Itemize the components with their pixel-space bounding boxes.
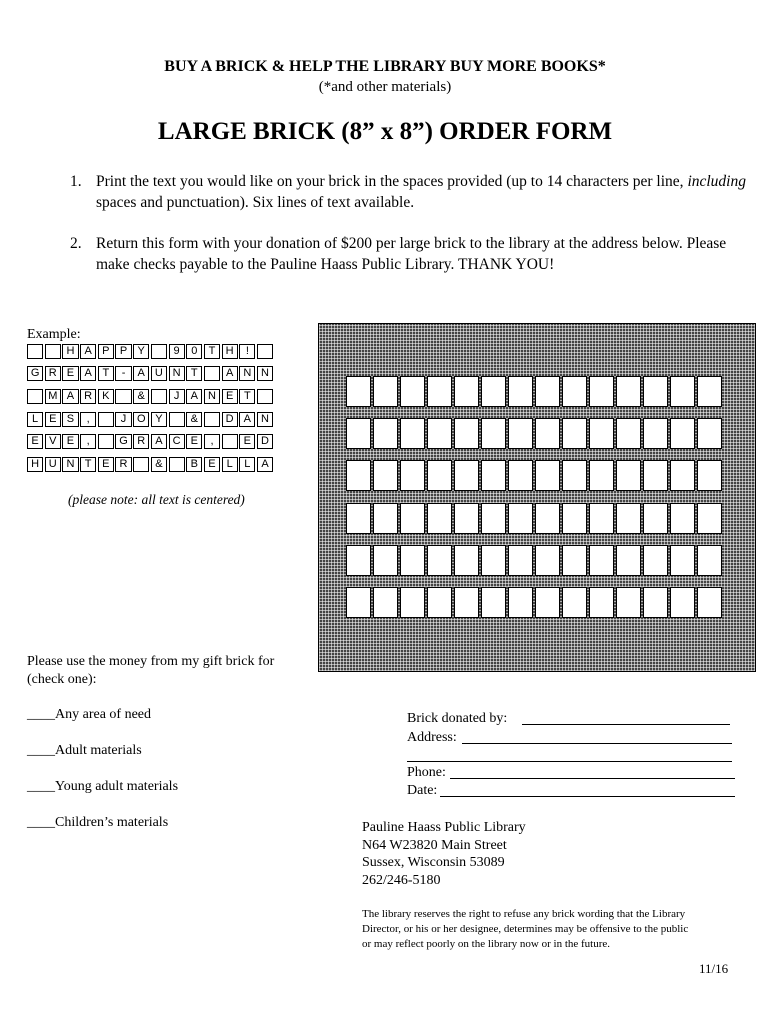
- brick-character-box[interactable]: [346, 587, 371, 618]
- brick-character-box[interactable]: [562, 418, 587, 449]
- brick-character-box[interactable]: [481, 418, 506, 449]
- phone-label: Phone:: [407, 765, 446, 780]
- example-cell: &: [133, 389, 149, 404]
- example-cell: A: [80, 344, 96, 359]
- header-title: BUY A BRICK & HELP THE LIBRARY BUY MORE BOOKS*: [164, 58, 606, 75]
- example-cell: ,: [204, 434, 220, 449]
- brick-character-box[interactable]: [373, 587, 398, 618]
- example-cell: E: [186, 434, 202, 449]
- example-cell: A: [186, 389, 202, 404]
- address-field[interactable]: [462, 743, 732, 744]
- brick-character-box[interactable]: [535, 418, 560, 449]
- brick-character-box[interactable]: [589, 503, 614, 534]
- example-cell: T: [80, 457, 96, 472]
- brick-character-box[interactable]: [508, 460, 533, 491]
- example-cell: [204, 366, 220, 381]
- brick-character-box[interactable]: [562, 587, 587, 618]
- address-label: Address:: [407, 730, 457, 745]
- example-cell: R: [80, 389, 96, 404]
- example-cell: N: [204, 389, 220, 404]
- example-cell: [151, 389, 167, 404]
- example-cell: N: [239, 366, 255, 381]
- example-cell: N: [257, 366, 273, 381]
- brick-character-box[interactable]: [400, 418, 425, 449]
- example-cell: [45, 344, 61, 359]
- example-cell: [257, 389, 273, 404]
- example-row: [27, 366, 275, 381]
- date-label: Date:: [407, 783, 438, 798]
- brick-line-1: [346, 376, 724, 407]
- example-cell: G: [115, 434, 131, 449]
- brick-character-box[interactable]: [643, 418, 668, 449]
- use-money-prompt: Please use the money from my gift brick for: [27, 654, 275, 669]
- example-cell: C: [169, 434, 185, 449]
- brick-character-box[interactable]: [454, 460, 479, 491]
- example-cell: Y: [151, 412, 167, 427]
- brick-character-box[interactable]: [535, 376, 560, 407]
- example-cell: E: [27, 434, 43, 449]
- example-cell: [169, 412, 185, 427]
- example-cell: J: [169, 389, 185, 404]
- brick-character-box[interactable]: [400, 503, 425, 534]
- example-cell: [133, 457, 149, 472]
- brick-character-box[interactable]: [616, 503, 641, 534]
- example-cell: H: [62, 344, 78, 359]
- brick-character-box[interactable]: [373, 376, 398, 407]
- brick-character-box[interactable]: [697, 418, 722, 449]
- example-cell: -: [115, 366, 131, 381]
- option-young-adult[interactable]: ____Young adult materials: [27, 779, 179, 794]
- brick-character-box[interactable]: [697, 460, 722, 491]
- example-cell: P: [98, 344, 114, 359]
- example-cell: [257, 344, 273, 359]
- brick-character-box[interactable]: [508, 587, 533, 618]
- brick-character-box[interactable]: [643, 587, 668, 618]
- example-cell: K: [98, 389, 114, 404]
- disclaimer-line: or may reflect poorly on the library now or in the future.: [362, 938, 611, 950]
- example-cell: H: [27, 457, 43, 472]
- brick-character-box[interactable]: [670, 503, 695, 534]
- example-cell: L: [222, 457, 238, 472]
- use-money-prompt-2: (check one):: [27, 672, 97, 687]
- brick-character-box[interactable]: [454, 418, 479, 449]
- library-name: Pauline Haass Public Library: [362, 820, 526, 835]
- brick-character-box[interactable]: [589, 460, 614, 491]
- brick-character-box[interactable]: [373, 460, 398, 491]
- example-cell: A: [133, 366, 149, 381]
- example-cell: [98, 434, 114, 449]
- brick-character-box[interactable]: [589, 587, 614, 618]
- brick-character-box[interactable]: [481, 503, 506, 534]
- example-cell: [222, 434, 238, 449]
- brick-character-box[interactable]: [400, 460, 425, 491]
- example-cell: O: [133, 412, 149, 427]
- example-cell: A: [151, 434, 167, 449]
- example-cell: R: [115, 457, 131, 472]
- library-city: Sussex, Wisconsin 53089: [362, 855, 505, 870]
- example-cell: T: [239, 389, 255, 404]
- brick-character-box[interactable]: [427, 545, 452, 576]
- brick-line-5: [346, 545, 724, 576]
- brick-character-box[interactable]: [670, 460, 695, 491]
- example-cell: N: [62, 457, 78, 472]
- example-row: [27, 389, 275, 404]
- brick-line-3: [346, 460, 724, 491]
- example-cell: U: [151, 366, 167, 381]
- brick-character-box[interactable]: [427, 587, 452, 618]
- example-cell: E: [239, 434, 255, 449]
- brick-character-box[interactable]: [562, 503, 587, 534]
- instruction-1-text: Print the text you would like on your brick in the spaces provided (up to 14 characters per line, including spaces and punctuation). Six lines of text available.: [96, 173, 746, 211]
- brick-character-box[interactable]: [346, 503, 371, 534]
- example-cell: N: [257, 412, 273, 427]
- brick-character-box[interactable]: [481, 587, 506, 618]
- brick-character-box[interactable]: [697, 376, 722, 407]
- example-cell: L: [239, 457, 255, 472]
- example-cell: M: [45, 389, 61, 404]
- brick-character-box[interactable]: [535, 460, 560, 491]
- brick-character-box[interactable]: [400, 587, 425, 618]
- disclaimer: [362, 907, 688, 952]
- form-version: 11/16: [699, 961, 729, 976]
- brick-character-box[interactable]: [427, 503, 452, 534]
- donated-by-field[interactable]: [522, 724, 730, 725]
- example-cell: ,: [80, 412, 96, 427]
- donated-by-label: Brick donated by:: [407, 711, 508, 726]
- brick-character-box[interactable]: [427, 376, 452, 407]
- example-cell: T: [98, 366, 114, 381]
- option-adult[interactable]: ____Adult materials: [27, 743, 142, 758]
- example-cell: 9: [169, 344, 185, 359]
- example-row: [27, 344, 275, 359]
- brick-line-6: [346, 587, 724, 618]
- phone-field[interactable]: [450, 778, 735, 779]
- example-cell: [169, 457, 185, 472]
- example-cell: A: [257, 457, 273, 472]
- form-title: LARGE BRICK (8” x 8”) ORDER FORM: [157, 118, 613, 145]
- brick-character-box[interactable]: [670, 587, 695, 618]
- example-cell: H: [222, 344, 238, 359]
- library-phone: 262/246-5180: [362, 872, 441, 888]
- example-cell: U: [45, 457, 61, 472]
- example-cell: !: [239, 344, 255, 359]
- example-cell: E: [45, 412, 61, 427]
- brick-character-box[interactable]: [427, 460, 452, 491]
- example-cell: [27, 389, 43, 404]
- brick-character-box[interactable]: [481, 460, 506, 491]
- disclaimer-line: The library reserves the right to refuse any brick wording that the Library: [362, 908, 686, 920]
- brick-character-box[interactable]: [454, 545, 479, 576]
- example-label: Example:: [27, 327, 81, 342]
- example-cell: T: [204, 344, 220, 359]
- example-cell: N: [169, 366, 185, 381]
- brick-character-box[interactable]: [508, 418, 533, 449]
- example-cell: J: [115, 412, 131, 427]
- brick-character-box[interactable]: [346, 460, 371, 491]
- example-cell: E: [62, 366, 78, 381]
- brick-character-box[interactable]: [427, 418, 452, 449]
- brick-character-box[interactable]: [643, 503, 668, 534]
- brick-character-box[interactable]: [535, 503, 560, 534]
- example-cell: [27, 344, 43, 359]
- example-cell: T: [186, 366, 202, 381]
- example-cell: [151, 344, 167, 359]
- example-cell: A: [239, 412, 255, 427]
- brick-character-box[interactable]: [535, 587, 560, 618]
- example-cell: G: [27, 366, 43, 381]
- date-field[interactable]: [440, 796, 735, 797]
- header-subtitle: (*and other materials): [318, 79, 452, 95]
- brick-character-box[interactable]: [616, 460, 641, 491]
- instruction-1-number: 1.: [70, 173, 82, 190]
- example-row: [27, 457, 275, 472]
- example-note: (please note: all text is centered): [68, 492, 245, 507]
- example-cell: [204, 412, 220, 427]
- brick-character-box[interactable]: [616, 587, 641, 618]
- example-cell: ,: [80, 434, 96, 449]
- brick-character-box[interactable]: [616, 545, 641, 576]
- brick-character-box[interactable]: [670, 418, 695, 449]
- example-cell: D: [257, 434, 273, 449]
- brick-character-box[interactable]: [400, 545, 425, 576]
- brick-character-box[interactable]: [562, 545, 587, 576]
- brick-character-box[interactable]: [589, 418, 614, 449]
- brick-character-box[interactable]: [454, 376, 479, 407]
- brick-character-box[interactable]: [373, 545, 398, 576]
- brick-character-box[interactable]: [670, 545, 695, 576]
- example-cell: S: [62, 412, 78, 427]
- example-cell: E: [204, 457, 220, 472]
- brick-character-box[interactable]: [400, 376, 425, 407]
- option-childrens[interactable]: ____Children’s materials: [27, 815, 169, 830]
- option-any-area[interactable]: ____Any area of need: [27, 707, 152, 722]
- brick-character-box[interactable]: [454, 587, 479, 618]
- example-cell: L: [27, 412, 43, 427]
- example-cell: &: [151, 457, 167, 472]
- example-cell: E: [62, 434, 78, 449]
- instruction-1: [70, 171, 760, 216]
- example-cell: V: [45, 434, 61, 449]
- brick-character-box[interactable]: [697, 503, 722, 534]
- example-cell: P: [115, 344, 131, 359]
- example-cell: B: [186, 457, 202, 472]
- example-cell: E: [98, 457, 114, 472]
- brick-character-box[interactable]: [346, 545, 371, 576]
- instruction-2-number: 2.: [70, 235, 82, 252]
- example-cell: &: [186, 412, 202, 427]
- disclaimer-line: Director, or his or her designee, determines may be offensive to the public: [362, 923, 689, 935]
- brick-character-box[interactable]: [508, 376, 533, 407]
- brick-character-box[interactable]: [697, 545, 722, 576]
- instruction-2-text: Return this form with your donation of $200 per large brick to the library at the address below. Please make checks payable to the Pauline Haass Public Library. THANK YOU!: [96, 235, 727, 273]
- brick-character-box[interactable]: [643, 545, 668, 576]
- brick-line-4: [346, 503, 724, 534]
- brick-character-box[interactable]: [481, 545, 506, 576]
- brick-character-box[interactable]: [670, 376, 695, 407]
- example-row: [27, 412, 275, 427]
- brick-character-box[interactable]: [643, 376, 668, 407]
- example-cell: [98, 412, 114, 427]
- library-address: [362, 819, 526, 889]
- brick-character-box[interactable]: [508, 503, 533, 534]
- brick-character-box[interactable]: [373, 503, 398, 534]
- example-row: [27, 434, 275, 449]
- brick-character-box[interactable]: [562, 460, 587, 491]
- brick-character-box[interactable]: [589, 376, 614, 407]
- brick-character-box[interactable]: [454, 503, 479, 534]
- brick-character-box[interactable]: [562, 376, 587, 407]
- example-cell: A: [80, 366, 96, 381]
- example-cell: R: [133, 434, 149, 449]
- library-street: N64 W23820 Main Street: [362, 837, 507, 853]
- brick-character-box[interactable]: [481, 376, 506, 407]
- brick-character-box[interactable]: [346, 418, 371, 449]
- brick-character-box[interactable]: [589, 545, 614, 576]
- example-cell: A: [62, 389, 78, 404]
- example-cell: Y: [133, 344, 149, 359]
- address-field-2[interactable]: [407, 761, 732, 762]
- brick-character-box[interactable]: [616, 418, 641, 449]
- example-cell: E: [222, 389, 238, 404]
- brick-character-box[interactable]: [697, 587, 722, 618]
- example-cell: [115, 389, 131, 404]
- instruction-2: [70, 233, 760, 278]
- brick-character-box[interactable]: [535, 545, 560, 576]
- brick-character-box[interactable]: [373, 418, 398, 449]
- brick-line-2: [346, 418, 724, 449]
- example-cell: A: [222, 366, 238, 381]
- brick-character-box[interactable]: [346, 376, 371, 407]
- brick-character-box[interactable]: [643, 460, 668, 491]
- example-cell: D: [222, 412, 238, 427]
- brick-character-box[interactable]: [616, 376, 641, 407]
- example-cell: 0: [186, 344, 202, 359]
- example-cell: R: [45, 366, 61, 381]
- brick-character-box[interactable]: [508, 545, 533, 576]
